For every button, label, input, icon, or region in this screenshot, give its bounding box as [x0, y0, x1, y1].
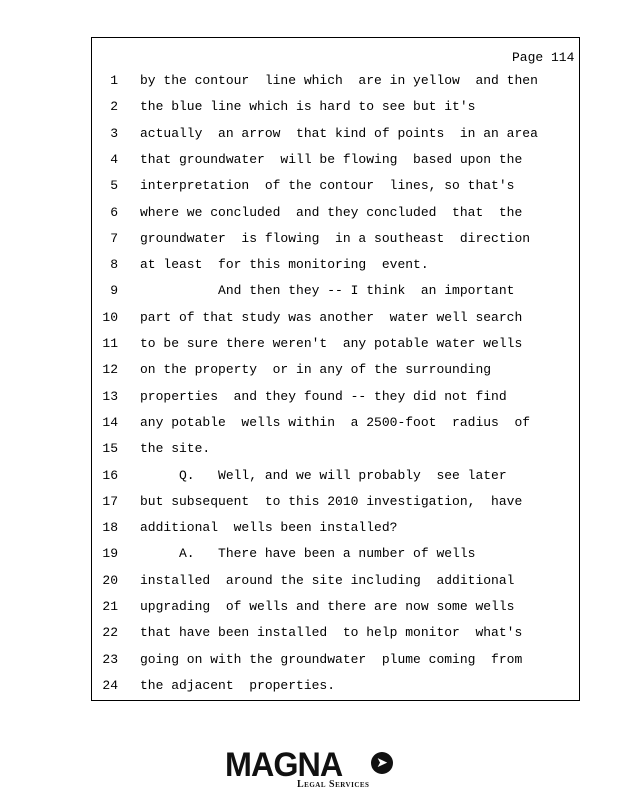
- transcript-line: interpretation of the contour lines, so that's: [140, 178, 515, 193]
- magna-logo: [225, 748, 400, 792]
- transcript-line: actually an arrow that kind of points in an area: [140, 126, 538, 141]
- transcript-line: the site.: [140, 441, 211, 456]
- line-number: 21: [102, 599, 118, 614]
- transcript-line: groundwater is flowing in a southeast direction: [140, 231, 531, 246]
- line-number: 10: [102, 310, 118, 325]
- line-number: 19: [102, 546, 118, 561]
- transcript-line: on the property or in any of the surrounding: [140, 362, 492, 377]
- line-number: 2: [110, 99, 118, 114]
- transcript-line: installed around the site including additional: [140, 573, 515, 588]
- line-number: 4: [110, 152, 118, 167]
- transcript-line: additional wells been installed?: [140, 520, 398, 535]
- transcript-line: the adjacent properties.: [140, 678, 336, 693]
- transcript-line: at least for this monitoring event.: [140, 257, 429, 272]
- line-number: 17: [102, 494, 118, 509]
- logo-subtitle: Legal Services: [297, 779, 370, 790]
- line-number: 14: [102, 415, 118, 430]
- transcript-line: going on with the groundwater plume coming from: [140, 652, 523, 667]
- line-number: 6: [110, 205, 118, 220]
- line-number: 24: [102, 678, 118, 693]
- line-number: 8: [110, 257, 118, 272]
- line-number: 7: [110, 231, 118, 246]
- transcript-line: by the contour line which are in yellow and then: [140, 73, 538, 88]
- arrow-right-icon: ➤: [371, 752, 393, 774]
- line-number: 15: [102, 441, 118, 456]
- line-number: 1: [110, 73, 118, 88]
- transcript-line: that have been installed to help monitor what's: [140, 625, 523, 640]
- transcript-line: And then they -- I think an important: [140, 283, 515, 298]
- transcript-line: properties and they found -- they did not find: [140, 389, 507, 404]
- page-number: Page 114: [512, 50, 575, 65]
- transcript-line: any potable wells within a 2500-foot radius of: [140, 415, 531, 430]
- transcript-line: to be sure there weren't any potable water wells: [140, 336, 523, 351]
- line-number: 11: [102, 336, 118, 351]
- line-number: 5: [110, 178, 118, 193]
- line-number: 13: [102, 389, 118, 404]
- line-number: 3: [110, 126, 118, 141]
- line-number: 23: [102, 652, 118, 667]
- line-number: 18: [102, 520, 118, 535]
- line-number: 16: [102, 468, 118, 483]
- line-number: 20: [102, 573, 118, 588]
- transcript-line: part of that study was another water well search: [140, 310, 523, 325]
- logo-wordmark: MAGNA: [225, 746, 343, 784]
- transcript-line: where we concluded and they concluded that the: [140, 205, 523, 220]
- transcript-line: upgrading of wells and there are now some wells: [140, 599, 515, 614]
- line-number: 12: [102, 362, 118, 377]
- transcript-line: that groundwater will be flowing based upon the: [140, 152, 523, 167]
- line-number: 22: [102, 625, 118, 640]
- transcript-line: Q. Well, and we will probably see later: [140, 468, 507, 483]
- transcript-line: the blue line which is hard to see but it's: [140, 99, 476, 114]
- line-number: 9: [110, 283, 118, 298]
- transcript-line: but subsequent to this 2010 investigation, have: [140, 494, 523, 509]
- transcript-line: A. There have been a number of wells: [140, 546, 476, 561]
